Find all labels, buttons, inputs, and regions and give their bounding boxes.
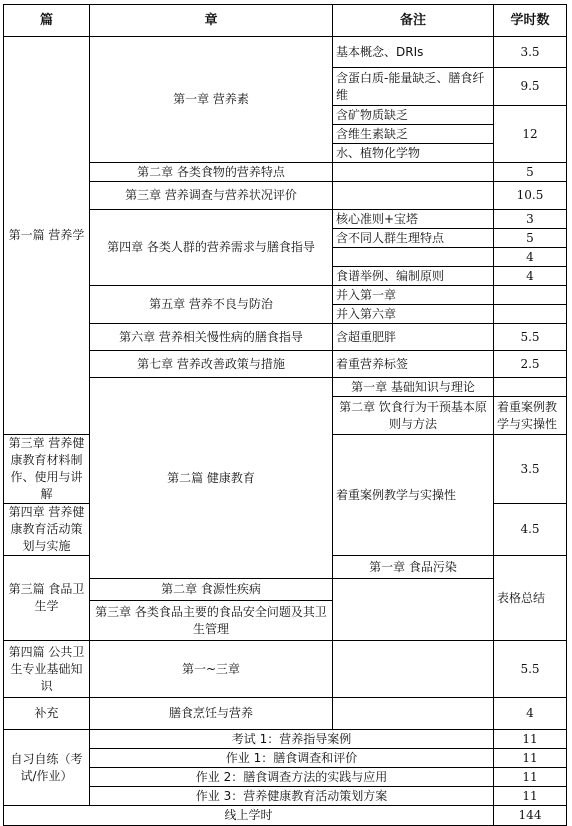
table-row [4, 730, 567, 749]
hours-cell [494, 305, 567, 324]
hours-cell: 4.5 [494, 504, 567, 556]
hours-cell: 4 [494, 248, 567, 267]
note-cell: 着重营养标签 [333, 351, 494, 378]
chapter-cell: 第二章 食源性疾病 [90, 579, 333, 601]
note-cell [333, 248, 494, 267]
part2-name: 第二篇 健康教育 [90, 378, 333, 579]
note-cell [494, 378, 567, 397]
note-cell: 含超重肥胖 [333, 324, 494, 351]
note-cell [333, 182, 494, 210]
part1-ch4-title: 第四章 各类人群的营养需求与膳食指导 [90, 210, 333, 286]
total-label: 线上学时 [4, 806, 494, 826]
chapter-cell: 第三章 营养健康教育材料制作、使用与讲解 [4, 435, 90, 504]
chapter-cell: 第一章 基础知识与理论 [333, 378, 494, 397]
total-hours: 144 [494, 806, 567, 826]
hours-cell: 4 [494, 267, 567, 286]
note-cell: 并入第一章 [333, 286, 494, 305]
note-cell: 表格总结 [494, 556, 567, 641]
note-cell: 着重案例教学与实操性 [333, 435, 494, 556]
note-cell: 含矿物质缺乏 [333, 106, 494, 125]
chapter-cell: 作业 1：膳食调查和评价 [90, 749, 494, 768]
hours-cell: 5 [494, 163, 567, 182]
header-hours: 学时数 [494, 5, 567, 37]
hours-cell: 11 [494, 730, 567, 749]
part1-ch5-title: 第五章 营养不良与防治 [90, 286, 333, 324]
hours-cell: 9.5 [494, 68, 567, 106]
chapter-cell: 考试 1：营养指导案例 [90, 730, 494, 749]
chapter-cell: 第二章 各类食物的营养特点 [90, 163, 333, 182]
supplement-name: 补充 [4, 698, 90, 730]
table-row [4, 641, 567, 698]
hours-cell: 4 [494, 698, 567, 730]
note-cell: 核心准则+宝塔 [333, 210, 494, 229]
header-note: 备注 [333, 5, 494, 37]
part1-name: 第一篇 营养学 [4, 37, 90, 435]
chapter-cell: 第三章 营养调查与营养状况评价 [90, 182, 333, 210]
note-cell [333, 163, 494, 182]
note-cell: 并入第六章 [333, 305, 494, 324]
hours-cell: 10.5 [494, 182, 567, 210]
hours-cell: 3.5 [494, 37, 567, 68]
note-cell: 水、植物化学物 [333, 144, 494, 163]
note-cell [333, 641, 494, 698]
hours-cell: 5.5 [494, 641, 567, 698]
table-row [4, 698, 567, 730]
chapter-cell: 第六章 营养相关慢性病的膳食指导 [90, 324, 333, 351]
hours-cell: 3.5 [494, 435, 567, 504]
chapter-cell: 膳食烹饪与营养 [90, 698, 333, 730]
note-cell: 食谱举例、编制原则 [333, 267, 494, 286]
header-part: 篇 [4, 5, 90, 37]
chapter-cell: 作业 2：膳食调查方法的实践与应用 [90, 768, 494, 787]
chapter-cell: 第一章 食品污染 [333, 556, 494, 579]
header-chapter: 章 [90, 5, 333, 37]
hours-cell: 5 [494, 229, 567, 248]
note-cell: 基本概念、DRIs [333, 37, 494, 68]
note-cell [333, 698, 494, 730]
hours-cell: 12 [494, 106, 567, 163]
hours-cell: 5.5 [494, 324, 567, 351]
hours-cell [494, 286, 567, 305]
hours-cell: 3 [494, 210, 567, 229]
chapter-cell: 作业 3：营养健康教育活动策划方案 [90, 787, 494, 806]
header-row [4, 5, 567, 37]
note-cell: 含不同人群生理特点 [333, 229, 494, 248]
hours-cell: 11 [494, 749, 567, 768]
part3-name: 第三篇 食品卫生学 [4, 556, 90, 641]
chapter-cell: 第三章 各类食品主要的食品安全问题及其卫生管理 [90, 601, 333, 641]
total-row [4, 806, 567, 826]
chapter-cell: 第二章 饮食行为干预基本原则与方法 [333, 397, 494, 435]
note-cell: 含维生素缺乏 [333, 125, 494, 144]
chapter-cell: 第四章 营养健康教育活动策划与实施 [4, 504, 90, 556]
hours-cell: 11 [494, 787, 567, 806]
hours-cell: 11 [494, 768, 567, 787]
table-row [4, 37, 567, 68]
selfstudy-name: 自习自练（考试/作业） [4, 730, 90, 806]
note-cell: 含蛋白质-能量缺乏、膳食纤维 [333, 68, 494, 106]
note-cell: 着重案例教学与实操性 [494, 397, 567, 435]
hours-cell: 2.5 [494, 351, 567, 378]
curriculum-table [3, 4, 567, 826]
chapter-cell: 第一~三章 [90, 641, 333, 698]
part4-name: 第四篇 公共卫生专业基础知识 [4, 641, 90, 698]
chapter-cell: 第七章 营养改善政策与措施 [90, 351, 333, 378]
part1-ch1-title: 第一章 营养素 [90, 37, 333, 163]
